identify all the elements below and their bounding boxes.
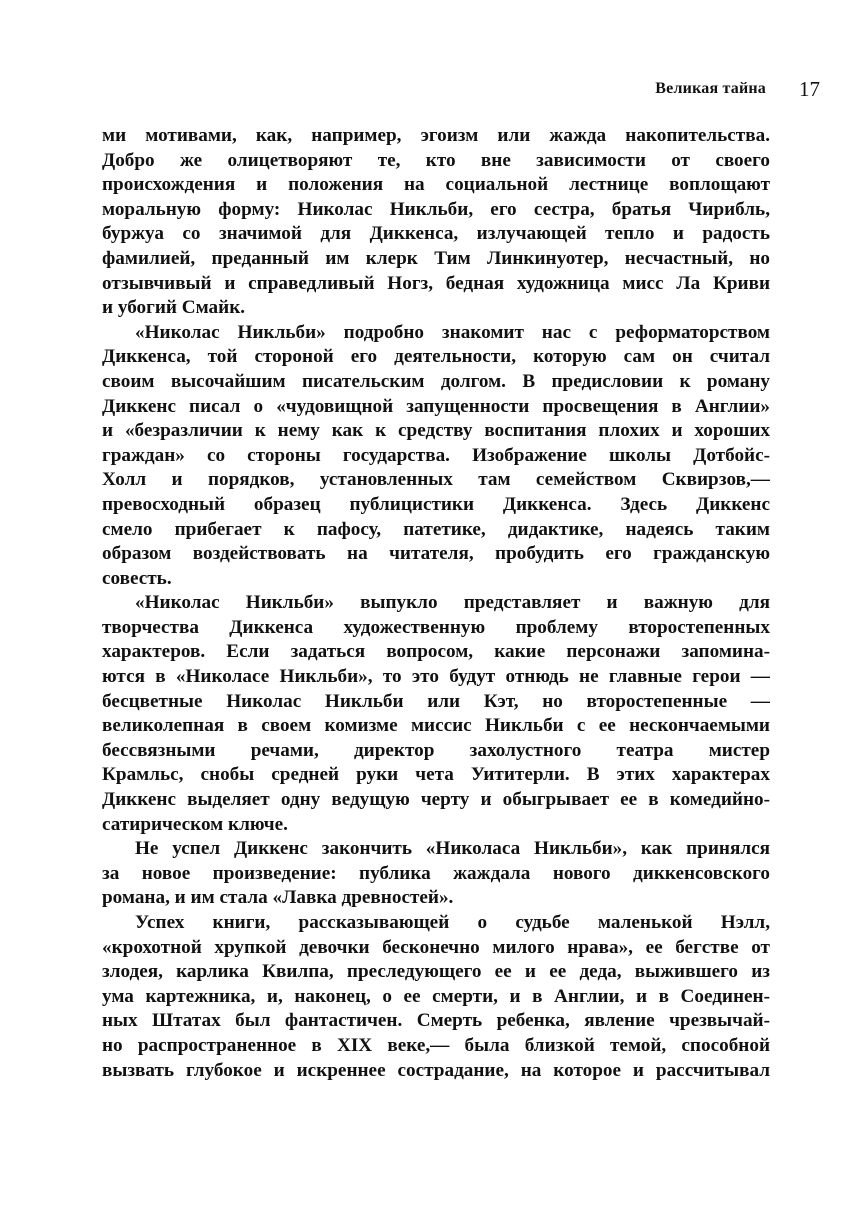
text-line: отзывчивый и справедливый Ногз, бедная художница мисс Ла Криви: [102, 272, 770, 294]
text-line: бесцветные Николас Никльби или Кэт, но второстепенные —: [102, 690, 770, 712]
text-line: Диккенс выделяет одну ведущую черту и обыгрывает ее в комедийно-: [102, 789, 770, 811]
text-line: образом воздействовать на читателя, пробудить его гражданскую: [102, 543, 770, 565]
text-line: характеров. Если задаться вопросом, какие персонажи запомина-: [102, 641, 770, 663]
text-line: вызвать глубокое и искреннее сострадание, на которое и рассчитывал: [102, 1059, 770, 1081]
text-line: Холл и порядков, установленных там семейством Сквирзов,—: [102, 469, 770, 491]
page-number: 17: [799, 77, 820, 101]
text-line: своим высочайшим писательским долгом. В предисловии к роману: [102, 370, 770, 392]
text-line: творчества Диккенса художественную проблему второстепенных: [102, 616, 770, 638]
paragraph: [102, 321, 770, 592]
text-line: ми мотивами, как, например, эгоизм или жажда накопительства.: [102, 125, 770, 146]
text-line: фамилией, преданный им клерк Тим Линкинуотер, несчастный, но: [102, 247, 770, 269]
text-line: «Николас Никльби» выпукло представляет и важную для: [135, 592, 770, 614]
text-line: буржуа со значимой для Диккенса, излучающей тепло и радость: [102, 223, 770, 245]
text-line: «Николас Никльби» подробно знакомит нас с реформаторством: [135, 321, 770, 343]
body-text: [102, 124, 770, 1083]
text-line: моральную форму: Николас Никльби, его сестра, братья Чирибль,: [102, 198, 770, 220]
text-line: ются в «Николасе Никльби», то это будут отнюдь не главные герои —: [102, 666, 770, 688]
text-line: совесть.: [102, 567, 172, 589]
text-line: но распространенное в XIX веке,— была близкой темой, способной: [102, 1034, 770, 1056]
text-line: ных Штатах был фантастичен. Смерть ребенка, явление чрезвычай-: [102, 1010, 770, 1032]
text-line: Крамльс, снобы средней руки чета Уититерли. В этих характерах: [102, 764, 770, 786]
text-line: происхождения и положения на социальной лестнице воплощают: [102, 174, 770, 196]
text-line: злодея, карлика Квилпа, преследующего ее и ее деда, выжившего из: [102, 961, 770, 983]
text-line: ума картежника, и, наконец, о ее смерти, и в Англии, и в Соединен-: [102, 985, 770, 1007]
paragraph: [102, 591, 770, 837]
text-line: и «безразличии к нему как к средству воспитания плохих и хороших: [102, 420, 770, 442]
paragraph: [102, 911, 770, 1083]
text-line: Не успел Диккенс закончить «Николаса Никльби», как принялся: [135, 838, 770, 860]
text-line: «крохотной хрупкой девочки бесконечно милого нрава», ее бегстве от: [102, 936, 770, 958]
text-line: Добро же олицетворяют те, кто вне зависимости от своего: [102, 149, 770, 171]
text-line: бессвязными речами, директор захолустного театра мистер: [102, 739, 770, 761]
text-line: Диккенс писал о «чудовищной запущенности просвещения в Англии»: [102, 395, 770, 417]
text-line: граждан» со стороны государства. Изображение школы Дотбойс-: [102, 444, 770, 466]
paragraph: [102, 124, 770, 321]
text-line: сатирическом ключе.: [102, 813, 288, 835]
text-line: смело прибегает к пафосу, патетике, дидактике, надеясь таким: [102, 518, 770, 540]
text-line: Диккенса, той стороной его деятельности, которую сам он считал: [102, 346, 770, 368]
running-header: [102, 78, 820, 102]
text-line: романа, и им стала «Лавка древностей».: [102, 887, 454, 909]
text-line: превосходный образец публицистики Диккенса. Здесь Диккенс: [102, 493, 770, 515]
running-title: Великая тайна: [655, 80, 766, 97]
text-line: и убогий Смайк.: [102, 297, 246, 319]
text-line: Успех книги, рассказывающей о судьбе маленькой Нэлл,: [135, 912, 770, 933]
paragraph: [102, 837, 770, 911]
text-line: за новое произведение: публика жаждала нового диккенсовского: [102, 862, 770, 884]
text-line: великолепная в своем комизме миссис Никльби с ее нескончаемыми: [102, 715, 770, 737]
